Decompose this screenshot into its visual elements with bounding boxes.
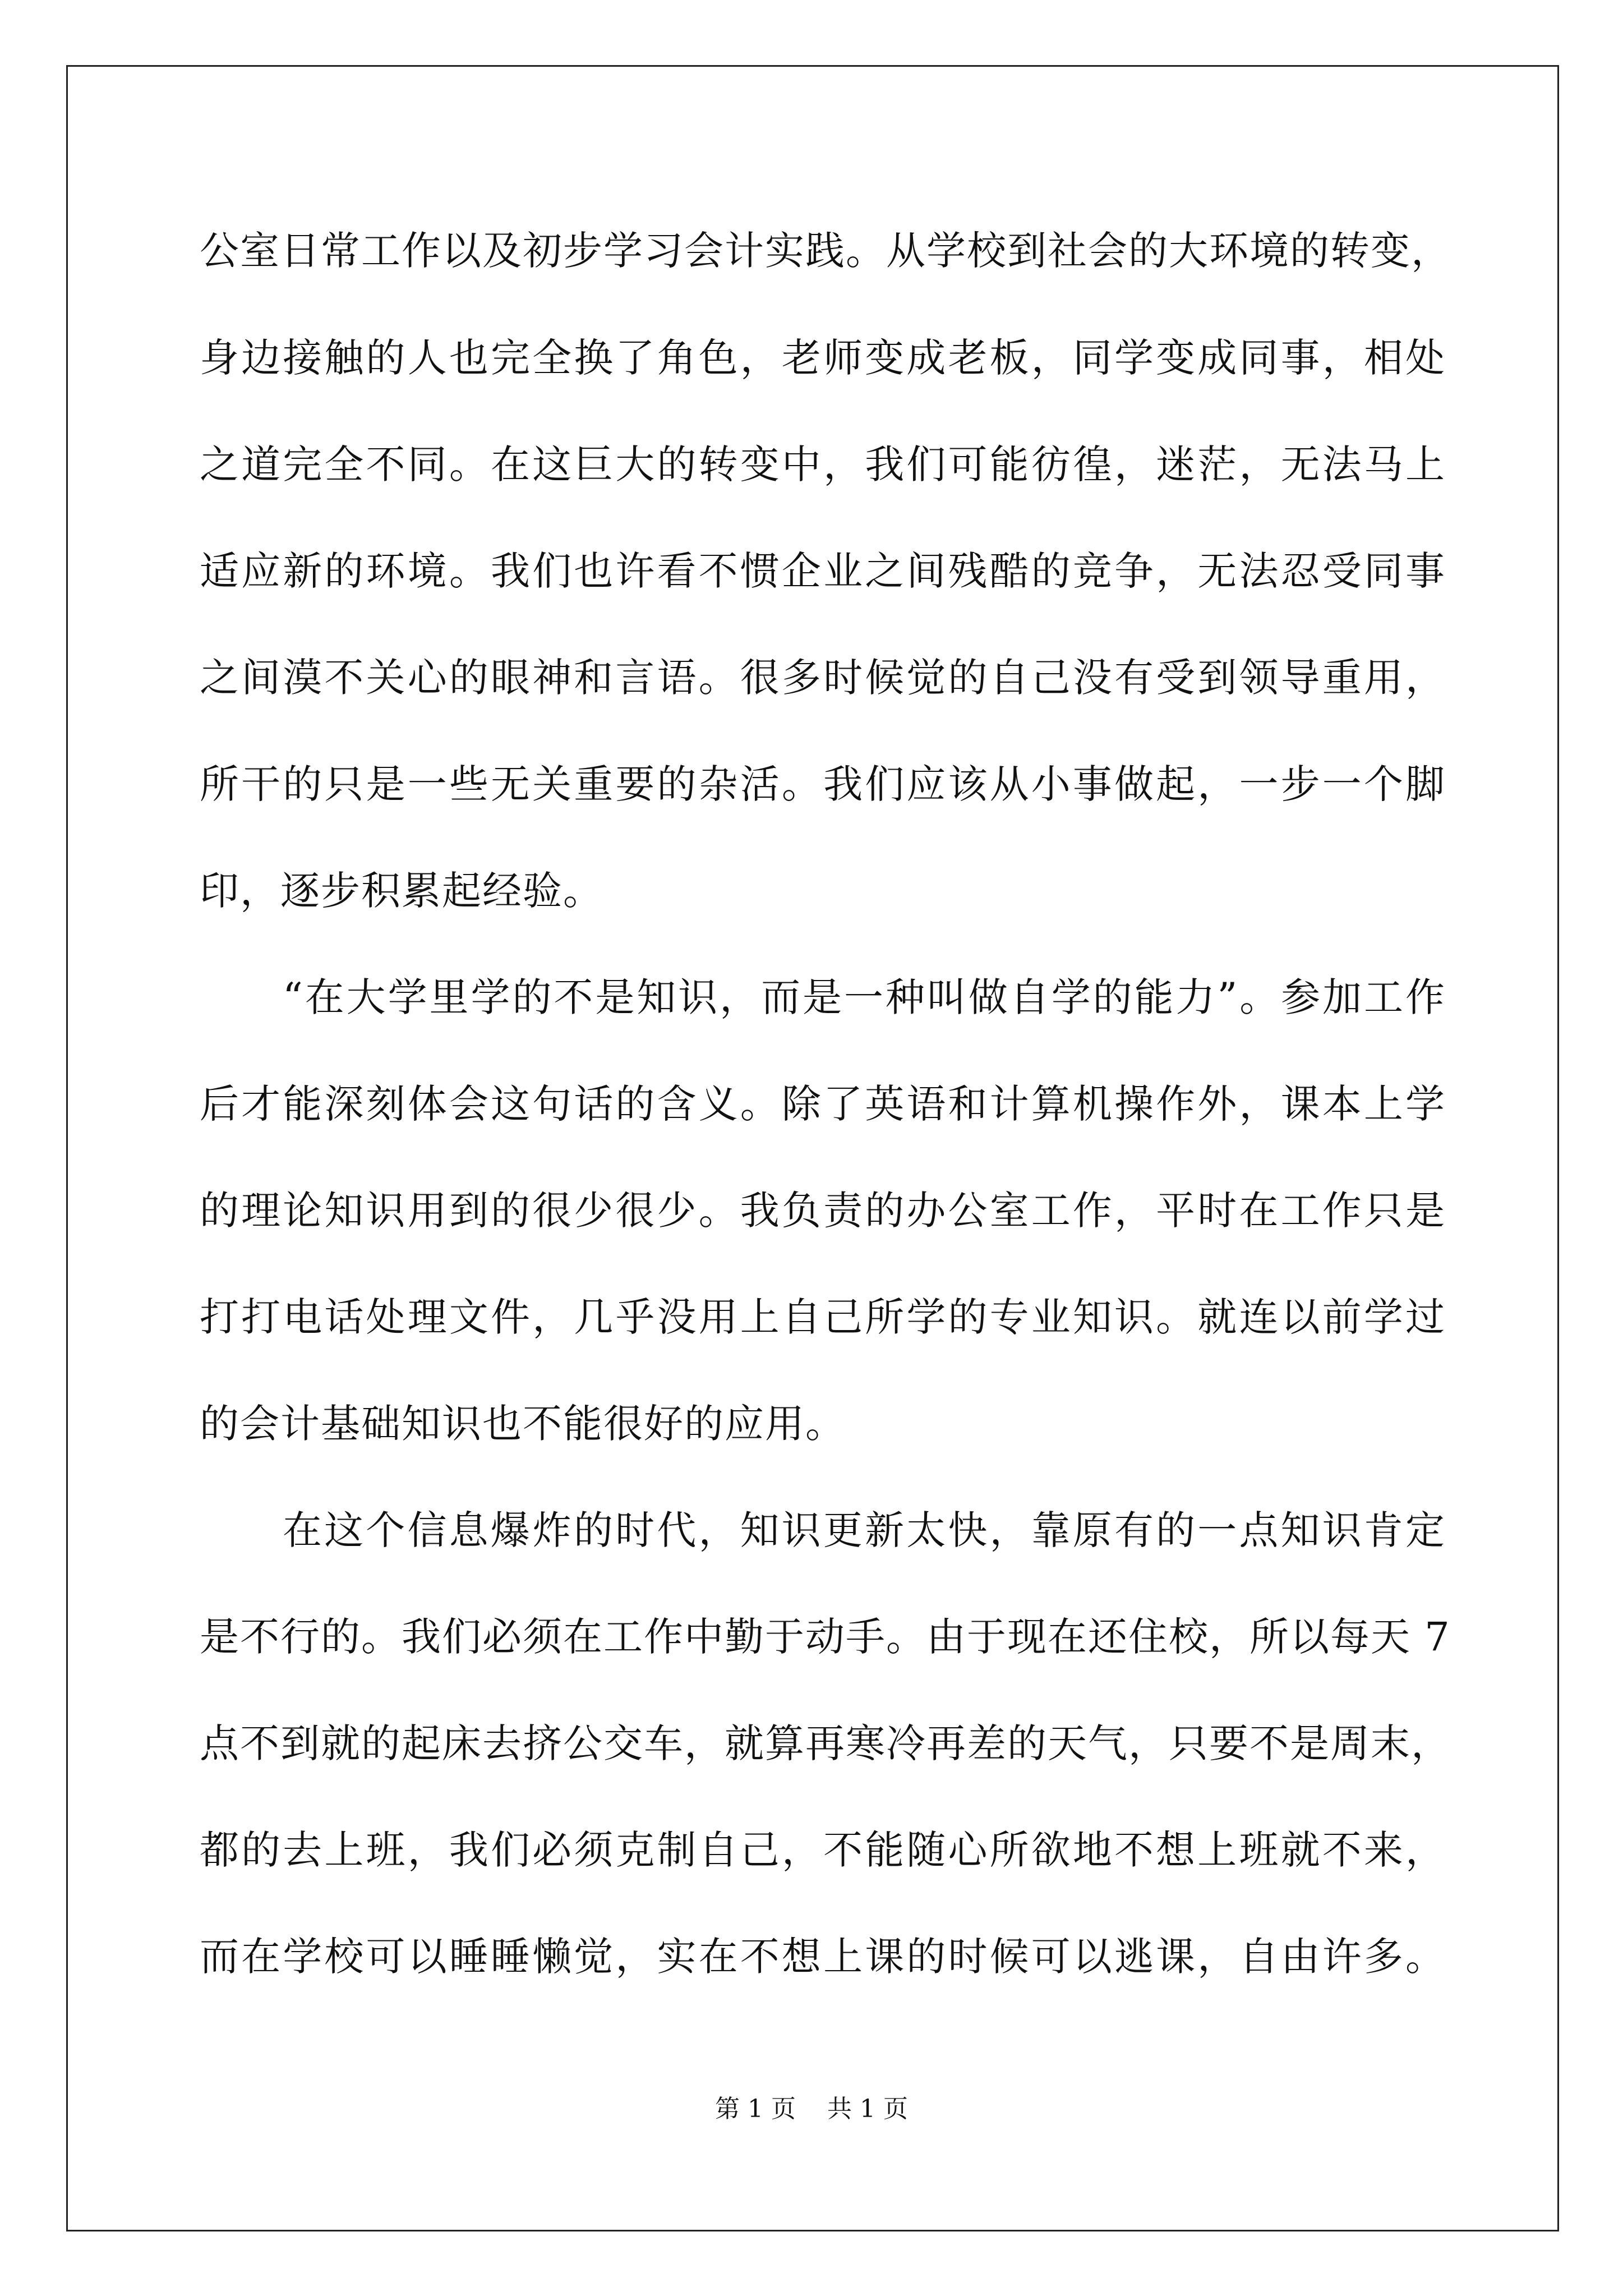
body-line: 之道完全不同。在这巨大的转变中，我们可能彷徨，迷茫，无法马上: [200, 441, 1446, 487]
page-footer: [0, 2092, 1623, 2126]
body-line: 印，逐步积累起经验。: [200, 868, 603, 914]
body-line: 的理论知识用到的很少很少。我负责的办公室工作，平时在工作只是: [200, 1188, 1446, 1234]
body-line: 是不行的。我们必须在工作中勤于动手。由于现在还住校，所以每天 7: [200, 1614, 1451, 1660]
body-line: 适应新的环境。我们也许看不惯企业之间残酷的竞争，无法忍受同事: [200, 548, 1446, 594]
body-line: 后才能深刻体会这句话的含义。除了英语和计算机操作外，课本上学: [200, 1081, 1446, 1127]
page-total: 共 1 页: [827, 2095, 908, 2123]
paragraph-first-line: “在大学里学的不是知识，而是一种叫做自学的能力”。参加工作: [283, 974, 1446, 1020]
body-line: 之间漠不关心的眼神和言语。很多时候觉的自己没有受到领导重用，: [200, 655, 1446, 701]
body-line: 打打电话处理文件，几乎没用上自己所学的专业知识。就连以前学过: [200, 1294, 1446, 1340]
body-line: 点不到就的起床去挤公交车，就算再寒冷再差的天气，只要不是周末，: [200, 1720, 1451, 1766]
body-line: 都的去上班，我们必须克制自己，不能随心所欲地不想上班就不来，: [200, 1827, 1446, 1873]
body-line: 而在学校可以睡睡懒觉，实在不想上课的时候可以逃课，自由许多。: [200, 1934, 1446, 1980]
body-line: 的会计基础知识也不能很好的应用。: [200, 1401, 846, 1447]
page-border: [66, 65, 1559, 2231]
paragraph-first-line: 在这个信息爆炸的时代，知识更新太快，靠原有的一点知识肯定: [283, 1507, 1446, 1553]
body-line: 身边接触的人也完全换了角色，老师变成老板，同学变成同事，相处: [200, 335, 1446, 381]
body-line: 所干的只是一些无关重要的杂活。我们应该从小事做起，一步一个脚: [200, 761, 1446, 807]
page-number: 第 1 页: [715, 2095, 796, 2123]
body-line: 公室日常工作以及初步学习会计实践。从学校到社会的大环境的转变，: [200, 228, 1451, 274]
